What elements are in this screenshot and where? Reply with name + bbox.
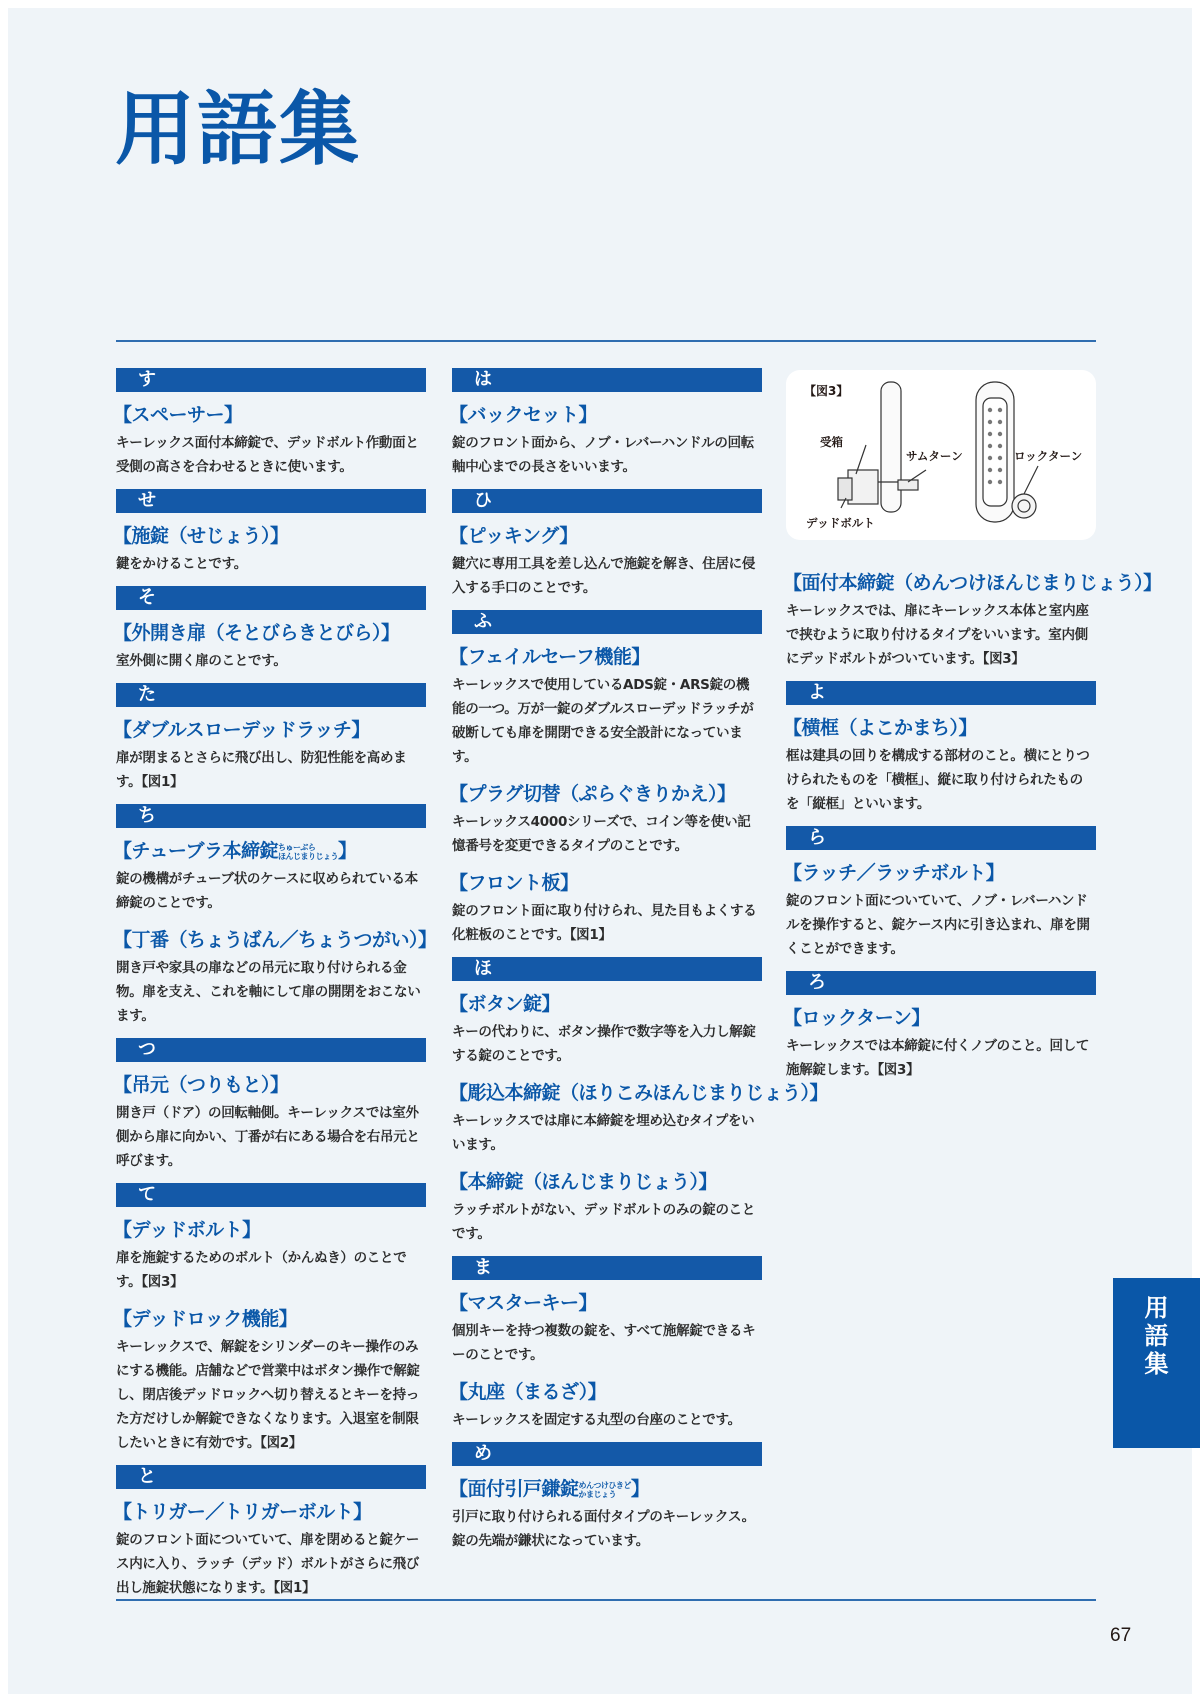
term-definition: 鍵穴に専用工具を差し込んで施錠を解き、住居に侵入する手口のことです。	[452, 556, 756, 596]
term-definition: キーレックスでは本締錠に付くノブのこと。回して施解錠します。【図3】	[786, 1038, 1090, 1078]
furigana-line-2: かまじょう	[578, 1489, 617, 1499]
furigana	[579, 1481, 631, 1499]
term-heading: 【本締錠（ほんじまりじょう）】	[449, 1171, 718, 1193]
term-heading: 【プラグ切替（ぷらぐきりかえ）】	[449, 783, 736, 805]
side-tab-label: 用語集	[1144, 1294, 1169, 1378]
glossary-entry	[113, 618, 426, 673]
kana-header-me: め	[452, 1442, 762, 1466]
term-definition: 室外側に開く扉のことです。	[116, 653, 287, 669]
kana-header-ho: ほ	[452, 957, 762, 981]
glossary-entry	[783, 1003, 1096, 1082]
term-heading: 【施錠（せじょう）】	[113, 525, 289, 547]
glossary-entry	[449, 642, 762, 769]
glossary-entry	[113, 715, 426, 794]
term-definition: ラッチボルトがない、デッドボルトのみの錠のことです。	[452, 1202, 756, 1242]
term-definition: キーレックスで、解錠をシリンダーのキー操作のみにする機能。店舗などで営業中はボタン操作で解錠し、閉店後デッドロックへ切り替えるとキーを持った方だけしか解錠できなくなります。入退室を制限したいときに有効です。【図2】	[116, 1339, 420, 1451]
kana-header-ta: た	[116, 683, 426, 707]
bottom-rule	[116, 1599, 1096, 1601]
term-heading-end: 】	[337, 840, 357, 862]
glossary-entry	[783, 713, 1096, 816]
term-heading: 【ラッチ／ラッチボルト】	[783, 862, 1005, 884]
kana-header-ra: ら	[786, 826, 1096, 850]
glossary-entry	[113, 836, 426, 915]
furigana-line-2: ほんじまりじょう	[277, 851, 338, 861]
term-heading: 【トリガー／トリガーボルト】	[113, 1501, 372, 1523]
figure-label: 【図3】	[804, 384, 849, 398]
glossary-entry	[113, 1070, 426, 1173]
page-title: 用語集	[115, 83, 361, 176]
page-number: 67	[1110, 1625, 1132, 1646]
kana-header-tsu: つ	[116, 1038, 426, 1062]
glossary-entry	[449, 1078, 829, 1157]
kana-header-fu: ふ	[452, 610, 762, 634]
term-heading: 【ボタン錠】	[449, 993, 561, 1015]
term-definition: キーレックス4000シリーズで、コイン等を使い記憶番号を変更できるタイプのことです。	[452, 814, 751, 854]
kana-header-to: と	[116, 1465, 426, 1489]
term-definition: 錠のフロント面から、ノブ・レバーハンドルの回転軸中心までの長さをいいます。	[452, 435, 754, 475]
glossary-entry	[113, 521, 426, 576]
term-heading-end: 】	[630, 1478, 650, 1500]
term-heading: 【ダブルスローデッドラッチ】	[113, 719, 370, 741]
term-heading	[113, 836, 426, 863]
glossary-entry	[113, 400, 426, 479]
glossary-entry	[783, 858, 1096, 961]
term-heading: 【彫込本締錠（ほりこみほんじまりじょう）】	[449, 1082, 829, 1104]
term-definition: 開き戸や家具の扉などの吊元に取り付けられる金物。扉を支え、これを軸にして扉の開閉をおこないます。	[116, 960, 421, 1024]
term-heading: 【フロント板】	[449, 872, 579, 894]
kana-header-ma: ま	[452, 1256, 762, 1280]
glossary-entry	[783, 568, 1162, 671]
term-definition: 鍵をかけることです。	[116, 556, 247, 572]
figure-3	[786, 370, 1096, 540]
glossary-entry	[113, 925, 437, 1028]
term-heading: 【丁番（ちょうばん／ちょうつがい）】	[113, 929, 437, 951]
term-definition: 個別キーを持つ複数の錠を、すべて施解錠できるキーのことです。	[452, 1323, 756, 1363]
section-side-tab	[1113, 1278, 1200, 1448]
kana-header-chi: ち	[116, 804, 426, 828]
term-heading: 【デッドロック機能】	[113, 1308, 298, 1330]
furigana-line-1: ちゅーぶら	[277, 842, 316, 852]
kana-header-ha: は	[452, 368, 762, 392]
term-definition: 開き戸（ドア）の回転軸側。キーレックスでは室外側から扉に向かい、丁番が右にある場合を右吊元と呼びます。	[116, 1105, 420, 1169]
term-heading-text: 【面付引戸鎌錠	[449, 1478, 579, 1500]
furigana	[278, 843, 338, 861]
term-heading: 【外開き扉（そとびらきとびら）】	[113, 622, 400, 644]
glossary-entry	[449, 1288, 762, 1367]
term-heading	[449, 1474, 762, 1501]
glossary-entry	[449, 1474, 762, 1553]
term-definition: キーの代わりに、ボタン操作で数字等を入力し解錠する錠のことです。	[452, 1024, 756, 1064]
term-definition: 框は建具の回りを構成する部材のこと。横にとりつけられたものを「横框」、縦に取り付けられたものを「縦框」といいます。	[786, 748, 1090, 812]
term-definition: キーレックスでは、扉にキーレックス本体と室内座で挟むように取り付けるタイプをいいます。室内側にデッドボルトがついています。【図3】	[786, 603, 1089, 667]
term-heading: 【横框（よこかまち）】	[783, 717, 978, 739]
term-definition: 錠の機構がチューブ状のケースに収められている本締錠のことです。	[116, 871, 418, 911]
glossary-column-3	[783, 560, 1162, 1092]
furigana-line-1: めんつけひきど	[578, 1480, 631, 1490]
term-definition: 錠のフロント面に取り付けられ、見た目もよくする化粧板のことです。【図1】	[452, 903, 757, 943]
term-heading: 【面付本締錠（めんつけほんじまりじょう）】	[783, 572, 1162, 594]
term-heading: 【フェイルセーフ機能】	[449, 646, 650, 668]
term-definition: 扉を施錠するためのボルト（かんぬき）のことです。【図3】	[116, 1250, 407, 1290]
kana-header-so: そ	[116, 586, 426, 610]
kana-header-te: て	[116, 1183, 426, 1207]
glossary-entry	[113, 1497, 426, 1600]
glossary-entry	[449, 1377, 762, 1432]
term-definition: 引戸に取り付けられる面付タイプのキーレックス。錠の先端が鎌状になっています。	[452, 1509, 755, 1549]
top-rule	[116, 340, 1096, 342]
term-heading-text: 【チューブラ本締錠	[113, 840, 278, 862]
term-heading: 【ロックターン】	[783, 1007, 930, 1029]
term-definition: 錠のフロント面についていて、ノブ・レバーハンドルを操作すると、錠ケース内に引き込まれ、扉を開くことができます。	[786, 893, 1090, 957]
glossary-entry	[449, 779, 762, 858]
glossary-entry	[113, 1215, 426, 1294]
glossary-column-1	[113, 366, 437, 1610]
term-heading: 【スペーサー】	[113, 404, 243, 426]
term-heading: 【ピッキング】	[449, 525, 578, 547]
term-heading: 【吊元（つりもと）】	[113, 1074, 289, 1096]
kana-header-se: せ	[116, 489, 426, 513]
term-heading: 【デッドボルト】	[113, 1219, 261, 1241]
glossary-entry	[449, 1167, 762, 1246]
term-definition: キーレックス面付本締錠で、デッドボルト作動面と受側の高さを合わせるときに使います。	[116, 435, 419, 475]
glossary-entry	[449, 521, 762, 600]
callout-receiver: 受箱	[820, 435, 843, 449]
glossary-entry	[449, 868, 762, 947]
term-heading: 【丸座（まるざ）】	[449, 1381, 607, 1403]
callout-deadbolt: デッドボルト	[806, 516, 875, 530]
glossary-entry	[449, 400, 762, 479]
term-definition: 錠のフロント面についていて、扉を閉めると錠ケース内に入り、ラッチ（デッド）ボルトがさらに飛び出し施錠状態になります。【図1】	[116, 1532, 420, 1596]
term-definition: キーレックスでは扉に本締錠を埋め込むタイプをいいます。	[452, 1113, 755, 1153]
glossary-entry	[449, 989, 762, 1068]
term-heading: 【マスターキー】	[449, 1292, 598, 1314]
callout-thumb-turn: サムターン	[906, 449, 963, 463]
kana-header-ro: ろ	[786, 971, 1096, 995]
kana-header-su: す	[116, 368, 426, 392]
kana-header-hi: ひ	[452, 489, 762, 513]
term-definition: キーレックスで使用しているADS錠・ARS錠の機能の一つ。万が一錠のダブルスローデッドラッチが破断しても扉を開閉できる安全設計になっています。	[452, 677, 754, 765]
kana-header-yo: よ	[786, 681, 1096, 705]
term-definition: キーレックスを固定する丸型の台座のことです。	[452, 1412, 741, 1428]
callout-lock-turn: ロックターン	[1014, 449, 1083, 463]
term-definition: 扉が閉まるとさらに飛び出し、防犯性能を高めます。【図1】	[116, 750, 407, 790]
term-heading: 【バックセット】	[449, 404, 598, 426]
glossary-entry	[113, 1304, 426, 1455]
